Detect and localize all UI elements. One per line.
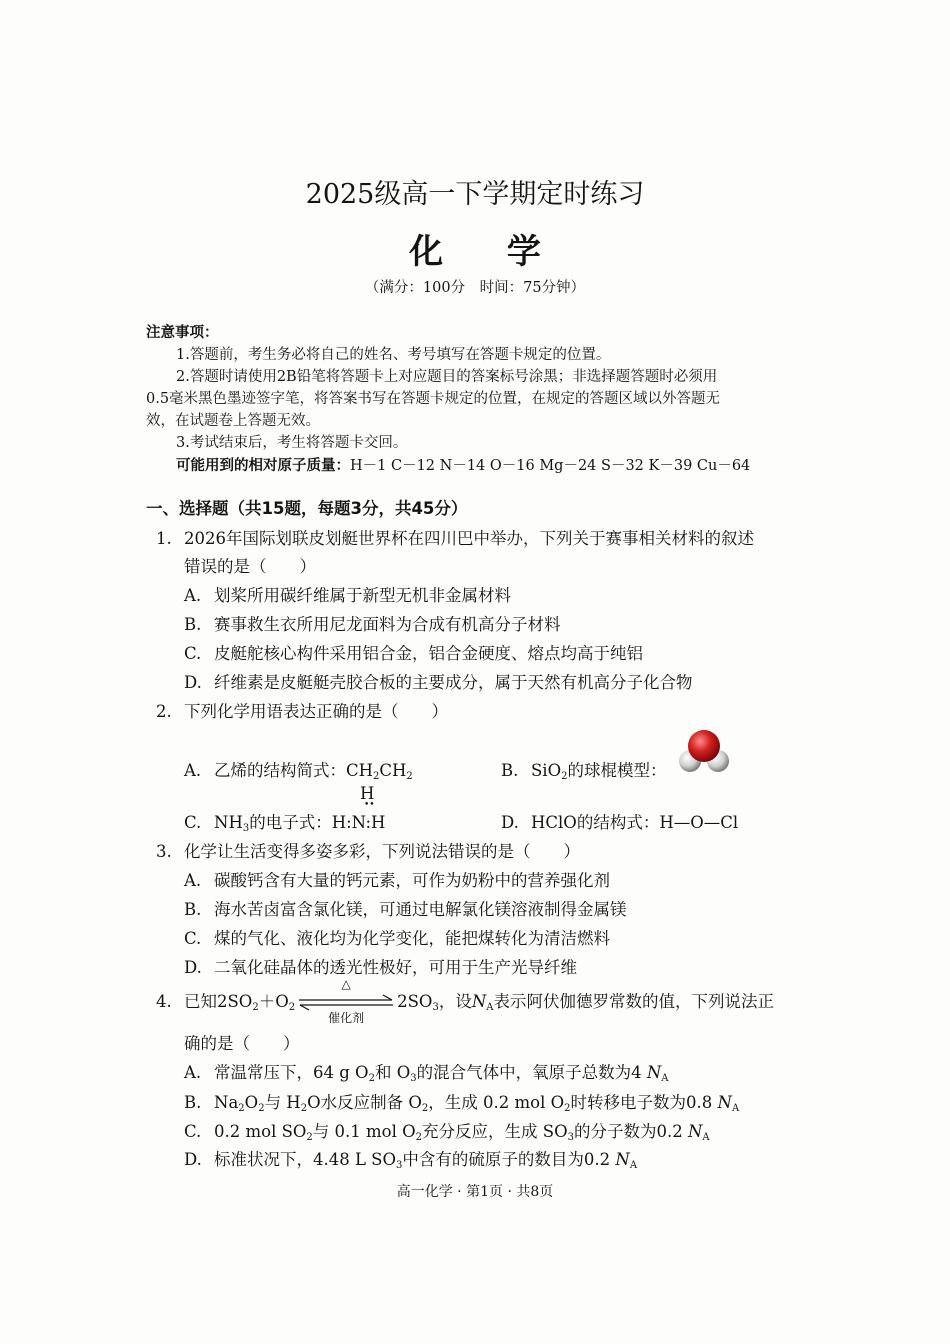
- q4-stem: 4. 已知$2SO_2+O_2$ △ 催化剂 $2SO_3$，设$N_A$表示阿伏伽德罗常数的值，下列说法正: [156, 976, 775, 1025]
- q2-option-a: [184, 757, 413, 782]
- section-heading-text: 一、选择题（共15题，每题3分，共45分）: [146, 499, 468, 518]
- option-letter: D.: [184, 1150, 202, 1169]
- notes-line-2a: 2.答题时请使用2B铅笔将答题卡上对应题目的答案标号涂黑；非选择题答题时必须用: [176, 369, 718, 385]
- q1-number: 1.: [156, 529, 172, 548]
- q1-option-c-text: 皮艇舵核心构件采用铝合金，铝合金硬度、熔点均高于纯铝: [214, 644, 643, 663]
- q3-option-a: A. 碳酸钙含有大量的钙元素，可作为奶粉中的营养强化剂: [184, 871, 610, 890]
- q1-stem: [156, 525, 754, 549]
- q1-option-a-text: 划桨所用碳纤维属于新型无机非金属材料: [214, 586, 511, 605]
- q1-option-a: [184, 582, 511, 606]
- q2-option-a-text: 乙烯的结构简式：: [214, 761, 346, 780]
- q3-stem-text: 化学让生活变得多姿多彩，下列说法错误的是（ ）: [184, 842, 580, 861]
- arrow-condition-heat: △: [341, 976, 351, 991]
- q3-stem: [156, 838, 580, 862]
- exam-meta: （满分：100分 时间：75分钟）: [364, 280, 586, 296]
- option-letter: B.: [184, 615, 202, 634]
- notes-line-1: 1.答题前，考生务必将自己的姓名、考号填写在答题卡规定的位置。: [176, 347, 611, 363]
- option-letter: D.: [184, 673, 202, 692]
- q1-option-d-text: 纤维素是皮艇艇壳胶合板的主要成分，属于天然有机高分子化合物: [214, 673, 693, 692]
- exam-title: 2025级高一下学期定时练习: [305, 179, 645, 210]
- notes-line-2c: 效，在试题卷上答题无效。: [146, 413, 320, 429]
- option-letter: D.: [184, 958, 202, 977]
- q1-stem-line-1: 2026年国际划联皮划艇世界杯在四川巴中举办，下列关于赛事相关材料的叙述: [184, 529, 754, 548]
- option-letter: B.: [184, 900, 202, 919]
- q1-option-b-text: 赛事救生衣所用尼龙面料为合成有机高分子材料: [214, 615, 561, 634]
- q4-option-a: A. 常温常压下，64 g $O_2$和 $O_3$的混合气体中，氧原子总数为4 $N_A$: [184, 1063, 669, 1084]
- q2-number: 2.: [156, 702, 172, 721]
- q2-option-d: D. HClO的结构式：H—O—Cl: [501, 813, 739, 832]
- reversible-arrow-icon: [297, 976, 395, 1025]
- notes-line-3: 3.考试结束后，考生将答题卡交回。: [176, 435, 408, 451]
- hclo-structure: H—O—Cl: [659, 813, 739, 832]
- page-footer: 高一化学 · 第1页 · 共8页: [396, 1184, 554, 1200]
- q1-option-c: [184, 640, 643, 664]
- q2-stem: [156, 698, 448, 722]
- q4-option-b: B. $Na_2O_2$与 $H_2O$水反应制备 $O_2$，生成 0.2 mol $O_2$时转移电子数为0.8 $N_A$: [184, 1093, 740, 1114]
- option-letter: D.: [501, 813, 519, 832]
- option-letter: B.: [501, 761, 519, 780]
- option-letter: A.: [184, 1063, 202, 1082]
- option-letter: C.: [184, 929, 202, 948]
- option-letter: C.: [184, 644, 202, 663]
- q3-option-c: C. 煤的气化、液化均为化学变化，能把煤转化为清洁燃料: [184, 929, 610, 948]
- option-letter: A.: [184, 586, 202, 605]
- q3-option-d: D. 二氧化硅晶体的透光性极好，可用于生产光导纤维: [184, 958, 577, 977]
- atomic-mass-line: [176, 454, 750, 475]
- q4-option-c: C. 0.2 mol $SO_2$与 0.1 mol $O_2$充分反应，生成 $SO_3$的分子数为0.2 $N_A$: [184, 1122, 710, 1143]
- option-letter: B.: [184, 1093, 202, 1112]
- q2-option-b: B. SiO$_2$的球棍模型：: [501, 761, 667, 782]
- nh3-top-h: H: [360, 784, 375, 803]
- option-letter: A.: [184, 871, 202, 890]
- q4-option-d: D. 标准状况下，4.48 L $SO_3$中含有的硫原子的数目为0.2 $N_A$: [184, 1150, 638, 1171]
- q3-option-b: B. 海水苦卤富含氯化镁，可通过电解氯化镁溶液制得金属镁: [184, 900, 627, 919]
- exam-subject: 化 学: [409, 232, 567, 272]
- notes-line-2b: 0.5毫米黑色墨迹签字笔，将答案书写在答题卡规定的位置，在规定的答题区域以外答题无: [146, 391, 721, 407]
- atomic-mass-values: H－1 C－12 N－14 O－16 Mg－24 S－32 K－39 Cu－64: [350, 458, 751, 474]
- q4-stem-line-2: 确的是（ ）: [184, 1034, 300, 1053]
- option-letter: C.: [184, 813, 202, 832]
- q4-number: 4.: [156, 992, 172, 1011]
- q3-number: 3.: [156, 842, 172, 861]
- q1-stem-line-2: 错误的是（ ）: [184, 557, 316, 576]
- lone-pair-dots: ••: [364, 800, 375, 810]
- notes-heading: 注意事项：: [146, 325, 219, 341]
- q2-stem-text: 下列化学用语表达正确的是（ ）: [184, 702, 448, 721]
- option-letter: C.: [184, 1122, 202, 1141]
- arrow-condition-catalyst: 催化剂: [328, 1010, 365, 1025]
- nh3-electron-formula: H:N:H: [331, 813, 386, 832]
- q2-option-c: C. $NH_3$的电子式：H:N:H: [184, 813, 386, 834]
- ball-stick-model-icon: [676, 728, 732, 776]
- ethylene-formula: $CH_2CH_2$: [346, 761, 413, 782]
- q1-option-b: [184, 611, 561, 635]
- atomic-mass-label: 可能用到的相对原子质量：: [176, 458, 350, 474]
- section-heading: [146, 495, 467, 519]
- option-letter: A.: [184, 761, 202, 780]
- q1-option-d: [184, 669, 693, 693]
